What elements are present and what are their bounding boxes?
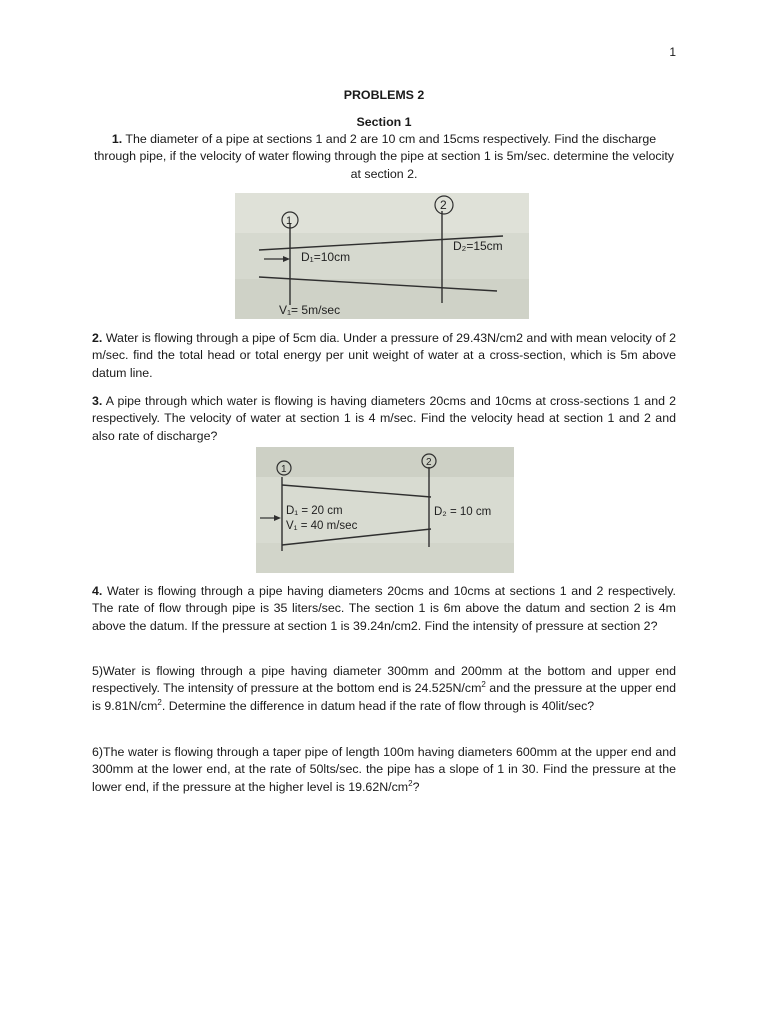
problem-5-superscript-1: 2 (481, 680, 486, 690)
problem-6-text-part-1: The water is flowing through a taper pipe of length 100m having diameters 600mm at the upper end and 300mm at the lower end, at the rate of 50lts/sec. the pipe has a slope of 1 in 30. Find the pressure at the lower end, if the pressure at the higher level is 19.62N/cm (92, 745, 676, 794)
problem-3-number: 3. (92, 394, 103, 408)
problem-4-text: Water is flowing through a pipe having diameters 20cms and 10cms at sections 1 and 2 respectively. The rate of flow through pipe is 35 liters/sec. The section 1 is 6m above the datum and section 2 is 4m above the datum. If the pressure at section 1 is 39.24n/cm2. Find the intensity of pressure at section 2? (92, 584, 676, 633)
figure-2-photo (256, 447, 514, 573)
figure-1-section-2-marker: 2 (440, 198, 447, 212)
problem-1-text: The diameter of a pipe at sections 1 and 2 are 10 cm and 15cms respectively. Find the discharge through pipe, if the velocity of water flowing through the pipe at section 1 is 5m/sec. determine the velocity at section 2. (94, 132, 674, 181)
figure-2-section-1-marker: 1 (281, 464, 287, 475)
figure-2-section-2-marker: 2 (426, 457, 432, 468)
problem-1 (92, 131, 676, 183)
problem-4 (92, 583, 676, 635)
problem-5-text-part-3: . Determine the difference in datum head if the rate of flow through is 40lit/sec? (161, 698, 595, 713)
problem-5 (92, 663, 676, 715)
problem-6-superscript: 2 (408, 778, 413, 788)
problem-5-number: 5) (92, 664, 104, 678)
section-heading: Section 1 (356, 115, 412, 129)
problem-2-text: Water is flowing through a pipe of 5cm dia. Under a pressure of 29.43N/cm2 and with mean velocity of 2 m/sec. find the total head or total energy per unit weight of water at a cross-section, which is 5m above datum line. (92, 331, 676, 380)
problem-4-number: 4. (92, 584, 103, 598)
problem-5-text-part-2: and the pressure at the upper end is 9.81N/cm (92, 681, 677, 713)
page-number: 1 (669, 45, 676, 59)
problem-3 (92, 393, 676, 445)
figure-1-d2-label: D₂=15cm (453, 239, 503, 253)
figure-1-photo (235, 193, 529, 319)
problem-6-text-part-2: ? (412, 779, 420, 794)
figure-1-d1-label: D₁=10cm (301, 250, 351, 264)
figure-2-v1-label: V₁ = 40 m/sec (286, 520, 358, 532)
figure-1-section-1-marker: 1 (286, 215, 293, 227)
figure-2-d2-label: D₂ = 10 cm (434, 506, 492, 518)
problem-6 (92, 744, 676, 796)
problem-5-text-part-1: Water is flowing through a pipe having diameter 300mm and 200mm at the bottom and upper end respectively. The intensity of pressure at the bottom end is 24.525N/cm (92, 664, 676, 696)
problem-2-number: 2. (92, 331, 103, 345)
problem-1-number: 1. (111, 132, 123, 146)
page-title: PROBLEMS 2 (343, 88, 425, 102)
problem-6-number: 6) (92, 745, 104, 759)
problem-5-superscript-2: 2 (157, 697, 162, 707)
problem-2 (92, 330, 676, 382)
figure-1-v1-label: V₁= 5m/sec (279, 303, 341, 317)
figure-2-d1-label: D₁ = 20 cm (286, 505, 343, 517)
problem-3-text: A pipe through which water is flowing is having diameters 20cms and 10cms at cross-sections 1 and 2 respectively. The velocity of water at section 1 is 4 m/sec. Find the velocity head at section 1 and 2 and also rate of discharge? (92, 394, 677, 443)
